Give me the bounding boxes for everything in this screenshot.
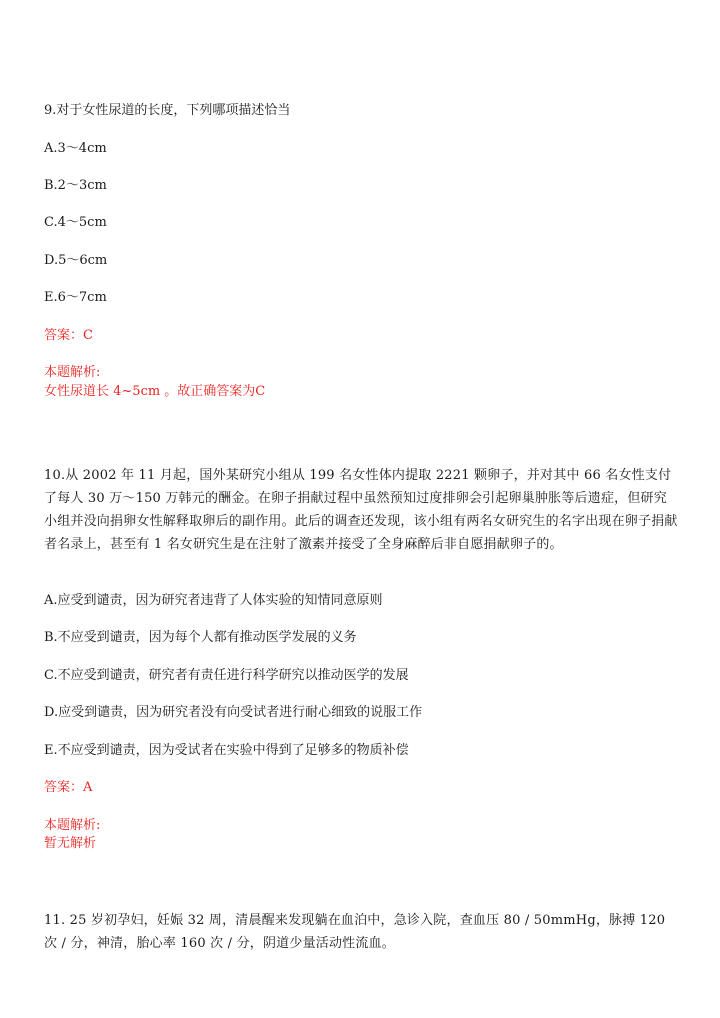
question-10-analysis-text: 暂无解析	[44, 836, 97, 851]
question-9-option-c: C.4～5cm	[44, 215, 107, 230]
question-9-stem: 9.对于女性尿道的长度，下列哪项描述恰当	[44, 103, 291, 118]
question-9-analysis-text: 女性尿道长 4~5cm 。故正确答案为C	[44, 384, 266, 399]
question-10-option-c: C.不应受到谴责，研究者有责任进行科学研究以推动医学的发展	[44, 668, 409, 683]
question-10-option-d: D.应受到谴责，因为研究者没有向受试者进行耐心细致的说服工作	[44, 705, 423, 720]
question-9-option-d: D.5～6cm	[44, 253, 108, 268]
question-10-option-e: E.不应受到谴责，因为受试者在实验中得到了足够多的物质补偿	[44, 743, 409, 758]
question-9-option-a: A.3～4cm	[44, 141, 107, 156]
question-10-answer: 答案：A	[44, 780, 93, 795]
question-9-option-b: B.2～3cm	[44, 178, 107, 193]
question-9-option-e: E.6～7cm	[44, 290, 107, 305]
question-9-analysis-label: 本题解析:	[44, 365, 101, 380]
question-10-stem: 10.从 2002 年 11 月起，国外某研究小组从 199 名女性体内提取 2221 颗卵子，并对其中 66 名女性支付了每人 30 万～150 万韩元的酬金。在卵子捐献过程中虽然预知过度排卵会引起卵巢肿胀等后遗症，但研究小组并没向捐卵女性解释取卵后的副作用。此后的调查还发现，该小组有两名女研究生的名字出现在卵子捐献者名录上，甚至有 1 名女研究生是在注射了激素并接受了全身麻醉后非自愿捐献卵子的。	[44, 468, 678, 552]
question-10-option-b: B.不应受到谴责，因为每个人都有推动医学发展的义务	[44, 630, 357, 645]
question-11-stem: 11. 25 岁初孕妇，妊娠 32 周，清晨醒来发现躺在血泊中，急诊入院，查血压 80 / 50mmHg，脉搏 120 次 / 分，神清，胎心率 160 次 / 分，阴道少量活动性流血。	[44, 913, 666, 951]
question-9-answer: 答案：C	[44, 328, 93, 343]
question-10-option-a: A.应受到谴责，因为研究者违背了人体实验的知情同意原则	[44, 593, 383, 608]
question-10-analysis-label: 本题解析:	[44, 818, 101, 833]
